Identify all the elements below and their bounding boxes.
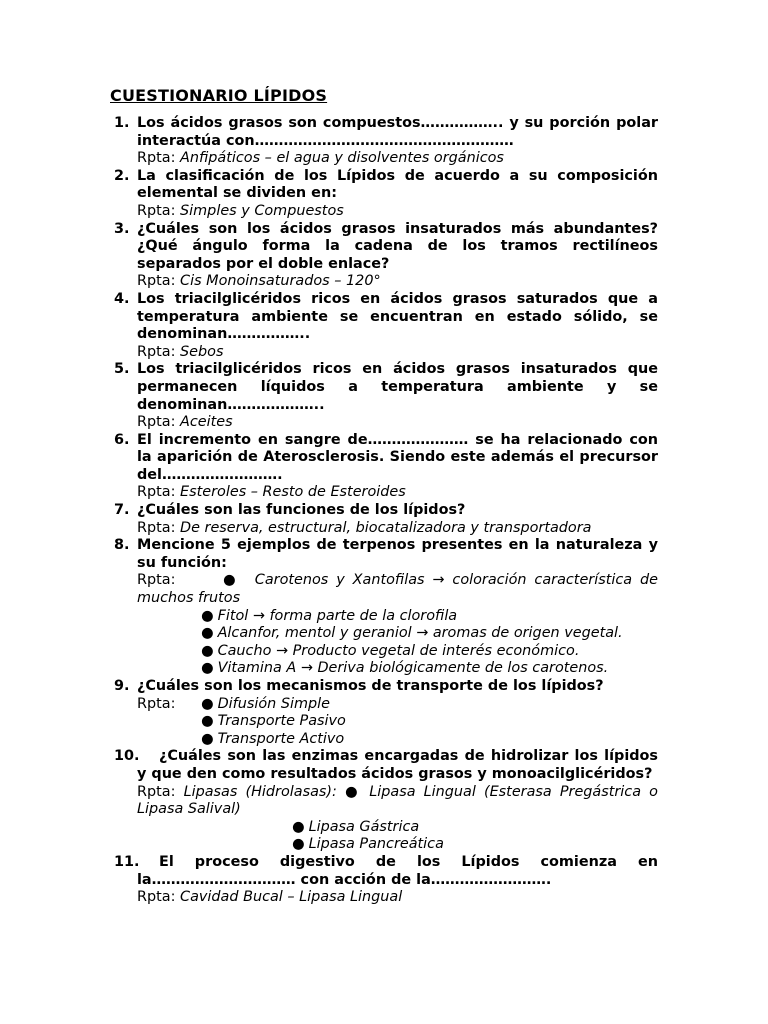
question-1 xyxy=(0,115,768,150)
question-7 xyxy=(0,502,768,520)
answer-label: Rpta: xyxy=(137,572,176,589)
answer-label: Rpta: xyxy=(137,273,176,290)
item-text: Transporte Pasivo xyxy=(217,713,346,730)
question-number: 5. xyxy=(114,361,130,378)
answer-label: Rpta: xyxy=(137,202,176,219)
bullet: ● xyxy=(345,783,362,800)
question-2 xyxy=(0,168,768,203)
question-number: 6. xyxy=(114,431,130,448)
transport-item xyxy=(201,696,330,714)
answer-label: Rpta: xyxy=(137,889,176,906)
bullet: ● xyxy=(201,625,214,642)
transport-item xyxy=(201,713,768,731)
bullet: ● xyxy=(201,713,214,730)
item-text: Vitamina A → Deriva biológicamente de los carotenos. xyxy=(217,660,609,677)
question-text: El incremento en sangre de………………… se ha relacionado con la aparición de Aterosclerosis. Siendo este además el precursor del……………………. xyxy=(137,431,658,483)
question-text: La clasificación de los Lípidos de acuerdo a su composición elemental se dividen en: xyxy=(137,167,658,202)
item-text: Lipasa Pancreática xyxy=(308,836,444,853)
answer-6 xyxy=(137,484,658,502)
answer-2 xyxy=(137,203,658,221)
terpene-item xyxy=(201,625,768,643)
bullet: ● xyxy=(201,730,214,747)
item-text: Transporte Activo xyxy=(217,730,345,747)
answer-4 xyxy=(137,344,658,362)
question-text: ¿Cuáles son los ácidos grasos insaturados más abundantes? ¿Qué ángulo forma la cadena de los tramos rectilíneos separados por el doble enlace? xyxy=(137,220,658,272)
answer-3 xyxy=(137,273,658,291)
question-text: ¿Cuáles son las enzimas encargadas de hidrolizar los lípidos y que den como resultados ácidos grasos y monoacilglicéridos? xyxy=(137,748,658,782)
question-number: 7. xyxy=(114,502,130,519)
answer-prefix: Lipasas (Hidrolasas): xyxy=(183,783,337,800)
answer-text: Carotenos y Xantofilas → coloración característica de muchos frutos xyxy=(137,572,658,607)
bullet: ● xyxy=(223,572,239,589)
question-11 xyxy=(0,854,768,889)
question-5 xyxy=(0,361,768,414)
question-text: El proceso digestivo de los Lípidos comienza en la………………………… con acción de la……………………. xyxy=(137,853,658,888)
answer-label: Rpta: xyxy=(137,484,176,501)
answer-text: Cavidad Bucal – Lipasa Lingual xyxy=(180,889,403,906)
answer-text: Esteroles – Resto de Esteroides xyxy=(180,484,406,501)
page-title: CUESTIONARIO LÍPIDOS xyxy=(110,86,328,105)
item-text: Caucho → Producto vegetal de interés económico. xyxy=(217,642,580,659)
question-text: ¿Cuáles son los mecanismos de transporte de los lípidos? xyxy=(137,678,604,694)
lipase-item xyxy=(292,819,768,837)
answer-1 xyxy=(137,150,658,168)
question-4 xyxy=(0,291,768,344)
answer-text: Cis Monoinsaturados – 120° xyxy=(180,273,381,290)
answer-label: Rpta: xyxy=(137,519,176,536)
item-text: Alcanfor, mentol y geraniol → aromas de origen vegetal. xyxy=(217,625,623,642)
answer-label: Rpta: xyxy=(137,414,176,431)
question-number: 3. xyxy=(114,220,130,237)
question-number: 1. xyxy=(114,115,130,131)
question-number: 8. xyxy=(114,537,130,554)
answer-9-first xyxy=(137,696,768,714)
question-8 xyxy=(0,537,768,572)
answer-11 xyxy=(137,889,658,907)
answer-text: Anfipáticos – el agua y disolventes orgánicos xyxy=(180,150,504,167)
answer-text: De reserva, estructural, biocatalizadora y transportadora xyxy=(180,519,592,536)
question-number: 2. xyxy=(114,167,130,184)
answer-10-first xyxy=(137,784,658,819)
bullet: ● xyxy=(292,836,305,853)
terpene-item xyxy=(201,608,768,626)
question-10 xyxy=(0,748,768,783)
answer-label: Rpta: xyxy=(137,343,176,360)
question-list xyxy=(0,115,768,907)
answer-label: Rpta: xyxy=(137,783,176,800)
item-text: Lipasa Gástrica xyxy=(308,818,420,835)
answer-text: Lipasa Lingual (Esterasa Pregástrica o Lipasa Salival) xyxy=(137,783,658,818)
question-text: ¿Cuáles son las funciones de los lípidos? xyxy=(137,502,466,519)
question-number: 10. xyxy=(114,748,140,765)
question-3 xyxy=(0,221,768,274)
question-6 xyxy=(0,432,768,485)
item-text: Fitol → forma parte de la clorofila xyxy=(217,607,458,624)
question-number: 11. xyxy=(114,853,140,870)
bullet: ● xyxy=(201,642,214,659)
bullet: ● xyxy=(292,818,305,835)
answer-text: Sebos xyxy=(180,343,224,360)
answer-text: Aceites xyxy=(180,414,233,431)
bullet: ● xyxy=(201,695,214,712)
answer-8-first xyxy=(137,572,658,607)
answer-label: Rpta: xyxy=(137,150,176,167)
question-text: Mencione 5 ejemplos de terpenos presentes en la naturaleza y su función: xyxy=(137,537,658,571)
lipase-item xyxy=(292,836,768,854)
question-text: Los triacilglicéridos ricos en ácidos grasos saturados que a temperatura ambiente se encuentran en estado sólido, se denominan…………….. xyxy=(137,290,658,343)
answer-text: Simples y Compuestos xyxy=(180,202,344,219)
answer-label: Rpta: xyxy=(137,695,176,712)
answer-5 xyxy=(137,414,658,432)
transport-item xyxy=(201,731,768,749)
question-9 xyxy=(0,678,768,696)
bullet: ● xyxy=(201,607,214,624)
question-number: 4. xyxy=(114,290,130,307)
answer-7 xyxy=(137,520,658,538)
question-text: Los ácidos grasos son compuestos…………….. y su porción polar interactúa con……………………………………………… xyxy=(137,115,658,149)
terpene-item xyxy=(201,660,768,678)
question-text: Los triacilglicéridos ricos en ácidos grasos insaturados que permanecen líquidos a temperatura ambiente y se denominan……………….. xyxy=(137,361,658,413)
item-text: Difusión Simple xyxy=(217,695,330,712)
bullet: ● xyxy=(201,660,214,677)
terpene-item xyxy=(201,643,768,661)
question-number: 9. xyxy=(114,678,130,694)
